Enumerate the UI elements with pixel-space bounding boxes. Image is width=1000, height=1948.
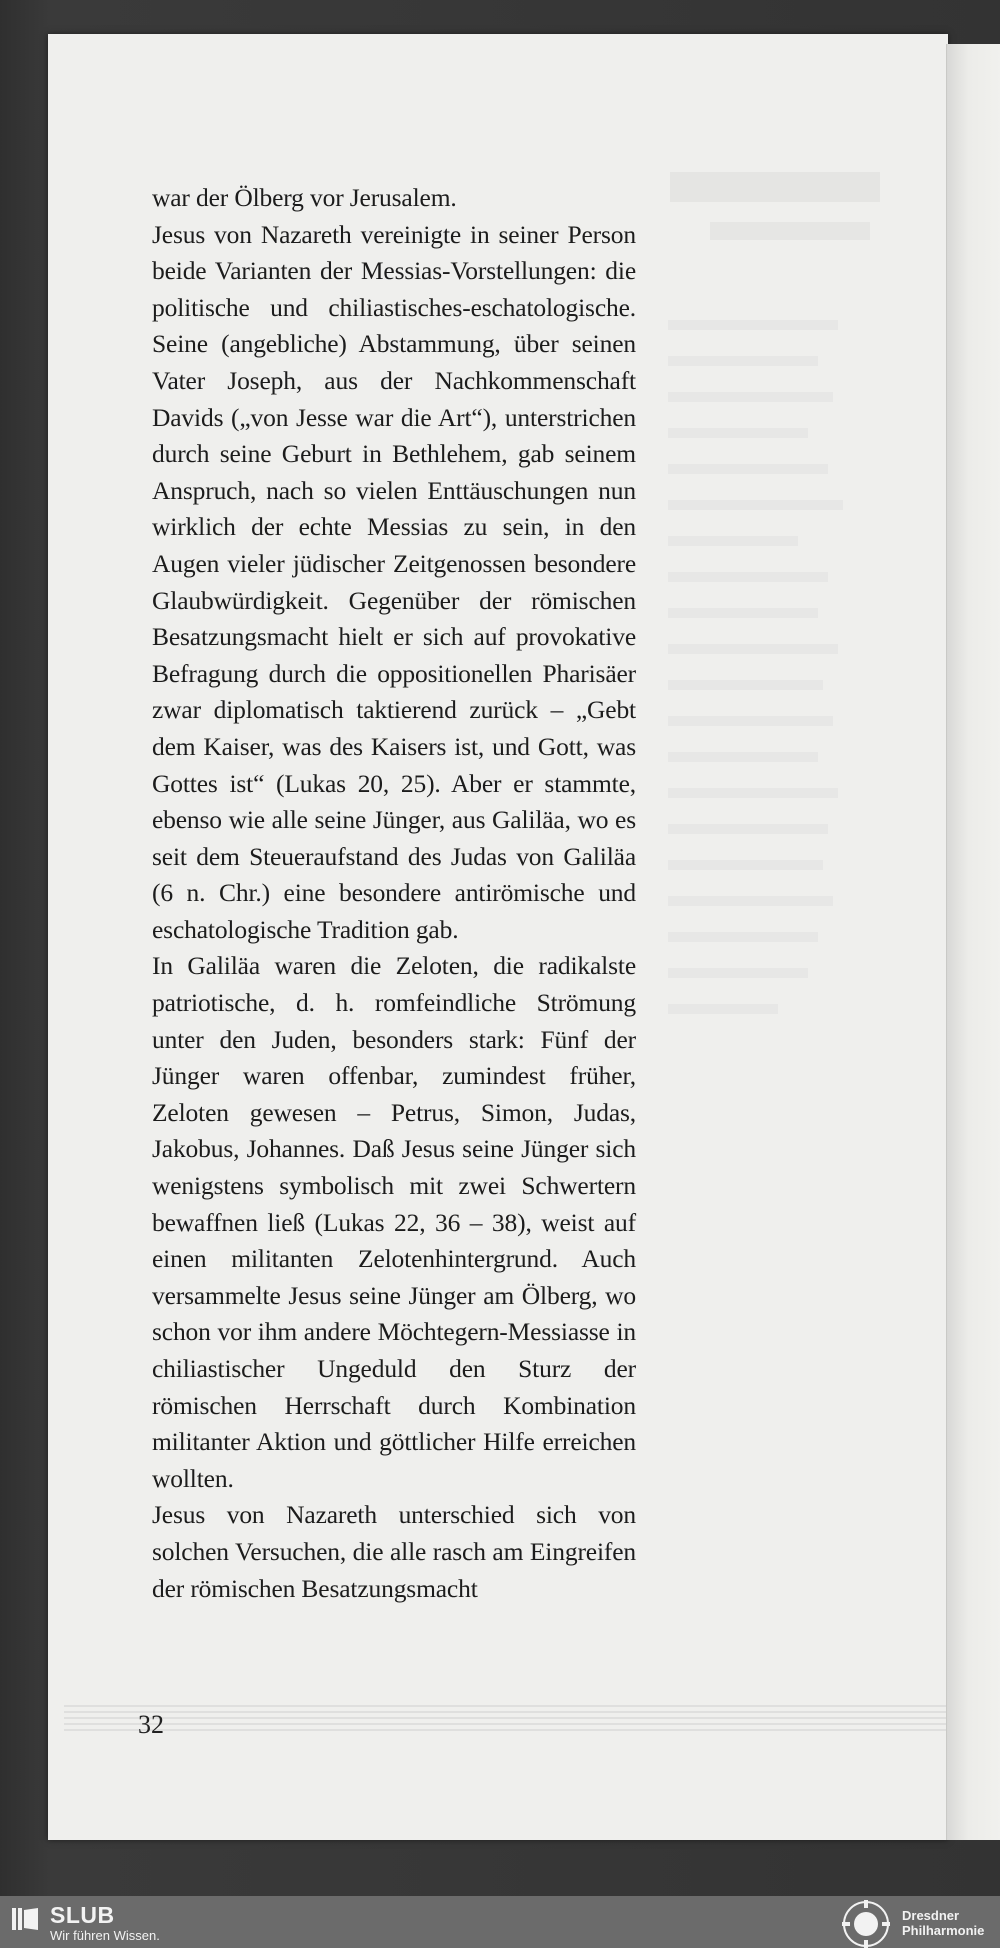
partner-name-line1: Dresdner [902, 1908, 960, 1923]
philharmonie-logo-icon [842, 1900, 890, 1948]
paragraph: war der Ölberg vor Jerusalem. [152, 183, 457, 212]
footer-bar [0, 1896, 1000, 1948]
paragraph: In Galiläa waren die Zeloten, die radikalste patriotische, d. h. romfeindliche Strömung unter den Juden, besonders stark: Fünf der Jünger waren offenbar, zumindest früher, Zeloten gewesen – Petrus, Simon, Judas, Jakobus, Johannes. Daß Jesus seine Jünger sich wenigstens symbolisch mit zwei Schwertern bewaffnen ließ (Lukas 22, 36 – 38), weist auf einen militanten Zelotenhintergrund. Auch versammelte Jesus seine Jünger am Ölberg, wo schon vor ihm andere Möchtegern-Messiasse in chiliastischer Ungeduld den Sturz der römischen Herrschaft durch Kombination militanter Aktion und göttlicher Hilfe erreichen wollten. [152, 951, 636, 1493]
page-edge-right [946, 44, 1000, 1840]
body-text [152, 180, 636, 1607]
bottom-rule-lines [64, 1700, 946, 1756]
paragraph: Jesus von Nazareth vereinigte in seiner Person beide Varianten der Messias-Vorstellungen: die politische und chiliastisches-eschatologische. Seine (angebliche) Abstammung, über seinen Vater Joseph, aus der Nachkommenschaft Davids („von Jesse war die Art“), unterstrichen durch seine Geburt in Bethlehem, gab seinem Anspruch, nach so vielen Enttäuschungen nun wirklich der echte Messias zu sein, in den Augen vieler jüdischer Zeitgenossen besondere Glaubwürdigkeit. Gegenüber der römischen Besatzungsmacht hielt er sich auf provokative Befragung durch die oppositionellen Pharisäer zwar diplomatisch taktierend zurück – „Gebt dem Kaiser, was des Kaisers ist, und Gott, was Gottes ist“ (Lukas 20, 25). Aber er stammte, ebenso wie alle seine Jünger, aus Galiläa, wo es seit dem Steueraufstand des Judas von Galiläa (6 n. Chr.) eine besondere antirömische und eschatologische Tradition gab. [152, 219, 636, 944]
paragraph: Jesus von Nazareth unterschied sich von solchen Versuchen, die alle rasch am Eingreifen der römischen Besatzungsmacht [152, 1500, 636, 1603]
partner-name [902, 1908, 984, 1938]
slub-book-icon [12, 1908, 40, 1930]
partner-name-line2: Philharmonie [902, 1923, 985, 1938]
library-name: SLUB [50, 1902, 115, 1928]
library-tagline: Wir führen Wissen. [50, 1928, 160, 1943]
page-number: 32 [138, 1710, 164, 1739]
